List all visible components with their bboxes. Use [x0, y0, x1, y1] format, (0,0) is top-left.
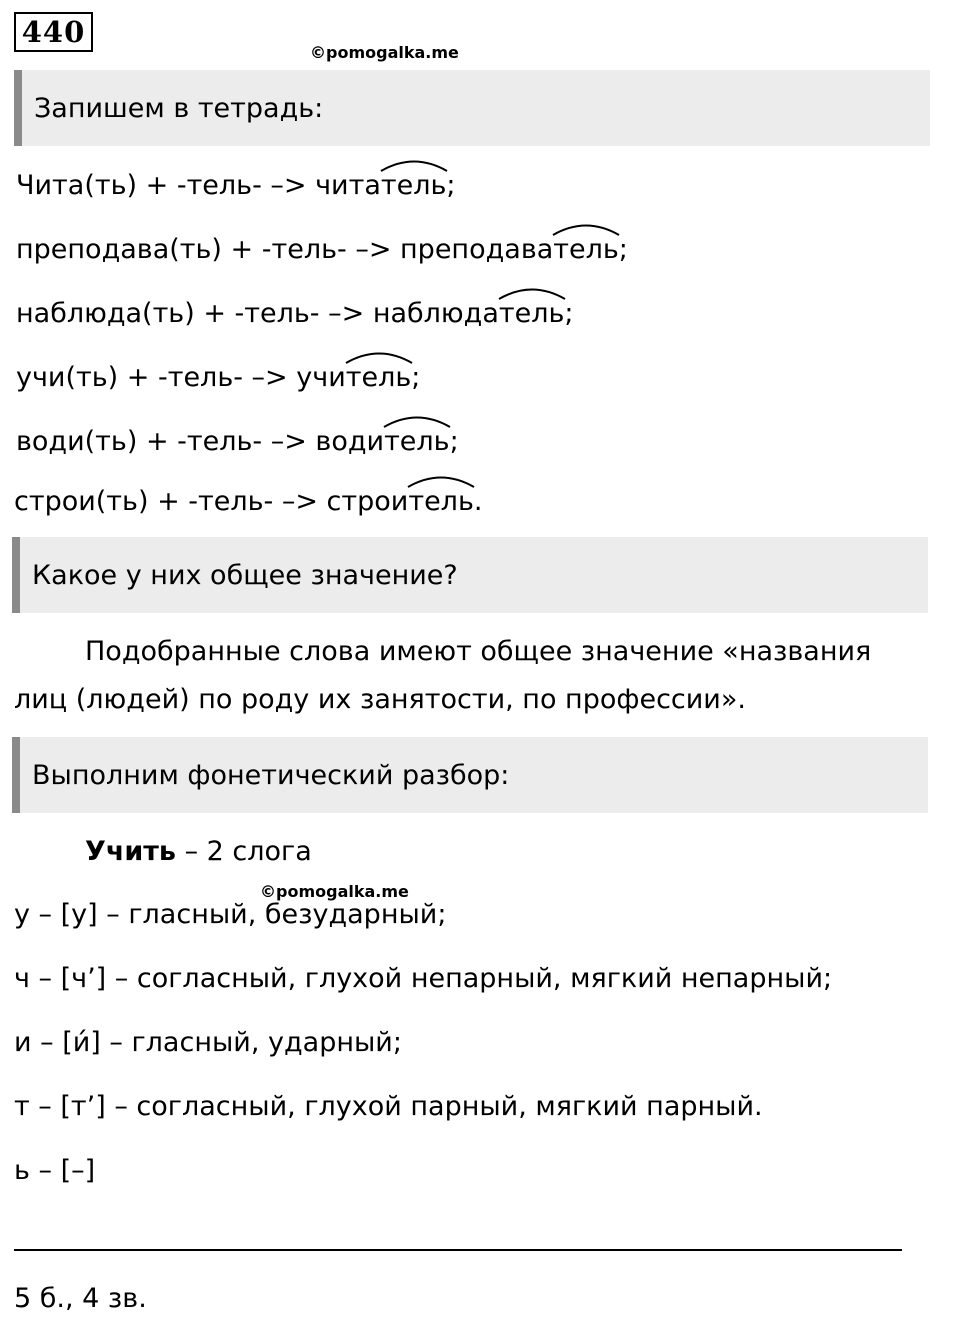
formation-line-6	[14, 482, 482, 522]
formation-end: .	[473, 486, 483, 517]
formation-base: преподава(ть) + -тель- –> преподава	[16, 234, 554, 265]
phonetic-word-line	[85, 832, 312, 872]
suffix-mark	[499, 294, 565, 334]
phonetic-word: Учить	[85, 836, 176, 867]
formation-base: строи(ть) + -тель- –> строи	[14, 486, 409, 517]
phonetic-letter-4: т – [т’] – согласный, глухой парный, мягкий парный.	[14, 1091, 763, 1122]
suffix-text: тель	[345, 362, 412, 393]
formation-end: ;	[618, 234, 628, 265]
suffix-arc-icon	[382, 414, 452, 428]
suffix-text: тель	[380, 170, 447, 201]
suffix-text: тель	[384, 426, 450, 457]
suffix-text: тель	[408, 486, 474, 517]
write-header	[14, 70, 930, 146]
suffix-arc-icon	[379, 158, 449, 172]
phonetic-header-text: Выполним фонетический разбор:	[32, 759, 510, 791]
suffix-mark	[346, 358, 412, 398]
suffix-arc-icon	[497, 286, 567, 300]
formation-base: води(ть) + -тель- –> води	[16, 426, 385, 457]
exercise-number: 440	[14, 12, 93, 52]
formation-end: ;	[411, 362, 421, 393]
suffix-mark	[381, 166, 447, 206]
suffix-text: тель	[498, 298, 565, 329]
formation-base: Чита(ть) + -тель- –> чита	[16, 170, 381, 201]
meaning-header-text: Какое у них общее значение?	[32, 559, 458, 591]
formation-line-1	[16, 166, 456, 206]
formation-base: учи(ть) + -тель- –> учи	[16, 362, 346, 393]
phonetic-letter-3: и – [и́] – гласный, ударный;	[14, 1027, 402, 1058]
divider	[14, 1249, 902, 1251]
phonetic-syllables: – 2 слога	[176, 836, 312, 867]
formation-end: ;	[446, 170, 456, 201]
meaning-line-1: Подобранные слова имеют общее значение «названия	[85, 636, 872, 667]
formation-line-5	[16, 422, 459, 462]
write-header-text: Запишем в тетрадь:	[34, 92, 324, 124]
formation-line-2	[16, 230, 628, 270]
formation-line-4	[16, 358, 420, 398]
suffix-text: тель	[553, 234, 619, 265]
watermark-top: ©pomogalka.me	[310, 43, 459, 62]
watermark-middle: ©pomogalka.me	[260, 882, 409, 901]
phonetic-letter-1: у – [у] – гласный, безударный;	[14, 899, 447, 930]
suffix-arc-icon	[406, 474, 476, 488]
suffix-mark	[553, 230, 619, 270]
meaning-header	[12, 537, 928, 613]
phonetic-header	[12, 737, 928, 813]
suffix-arc-icon	[551, 222, 621, 236]
suffix-arc-icon	[344, 350, 414, 364]
phonetic-letter-2: ч – [ч’] – согласный, глухой непарный, мягкий непарный;	[14, 963, 833, 994]
suffix-mark	[408, 482, 474, 522]
suffix-mark	[384, 422, 450, 462]
formation-end: ;	[449, 426, 459, 457]
formation-base: наблюда(ть) + -тель- –> наблюда	[16, 298, 499, 329]
formation-end: ;	[564, 298, 574, 329]
meaning-line-2: лиц (людей) по роду их занятости, по профессии».	[14, 684, 746, 715]
summary: 5 б., 4 зв.	[14, 1283, 147, 1314]
phonetic-letter-5: ь – [–]	[14, 1155, 96, 1186]
formation-line-3	[16, 294, 574, 334]
